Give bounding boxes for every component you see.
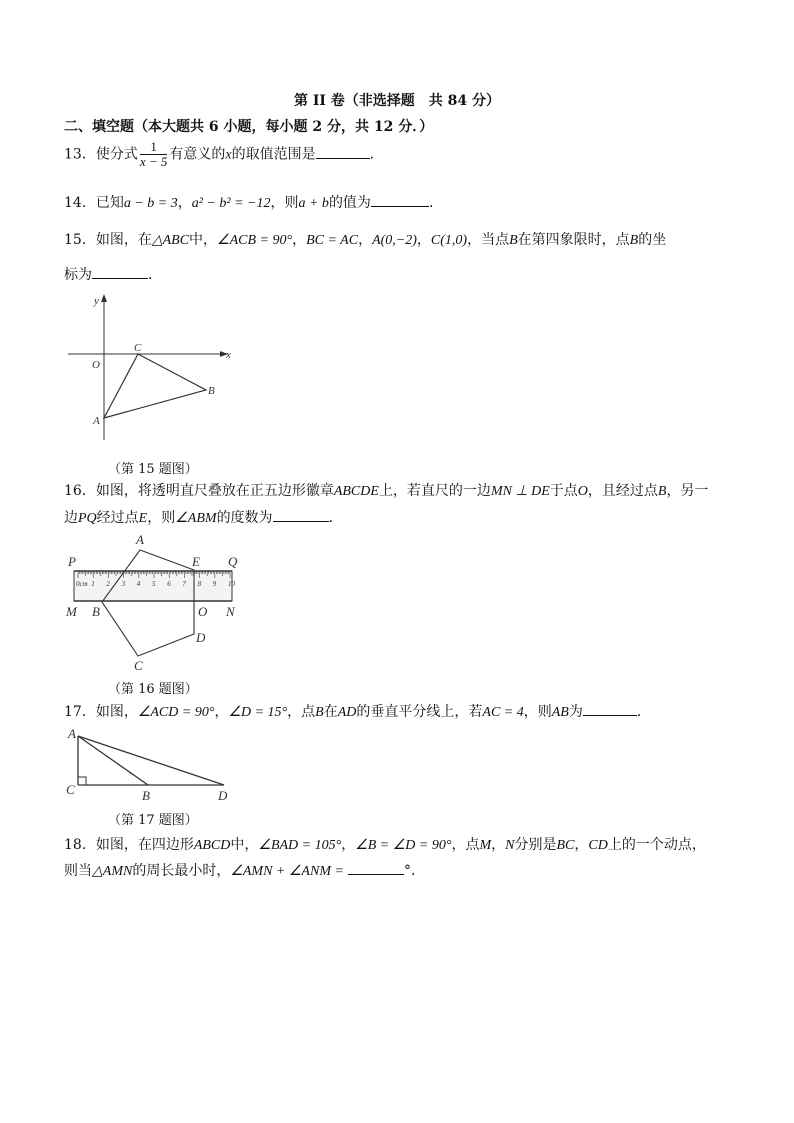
question-14 bbox=[64, 192, 443, 214]
q18-segment-cd: CD bbox=[588, 838, 608, 853]
q13-variable: x bbox=[225, 147, 232, 163]
q16-answer-blank[interactable] bbox=[273, 507, 329, 522]
q14-eq3: a + b bbox=[298, 196, 329, 211]
q18-angle-bad: ∠BAD = 105° bbox=[258, 838, 342, 853]
q14-eq2: a² − b² = −12 bbox=[191, 196, 271, 211]
q16-fig-c: C bbox=[134, 658, 143, 673]
q16-figure bbox=[60, 530, 250, 675]
q13-end: ． bbox=[369, 146, 384, 163]
q18-triangle: △AMN bbox=[92, 864, 133, 879]
question-18-line2 bbox=[64, 860, 425, 882]
q16-text: ，且经过点 bbox=[587, 483, 658, 499]
q16-fig-p: P bbox=[68, 554, 76, 569]
q13-fraction bbox=[140, 140, 168, 169]
q16-point-b: B bbox=[657, 484, 667, 499]
q15-fig-c: C bbox=[134, 342, 142, 354]
q16-point-e: E bbox=[138, 511, 148, 526]
q16-fig-e: E bbox=[192, 554, 200, 569]
q17-text: 的垂直平分线上，若 bbox=[356, 704, 483, 720]
q18-sep: ， bbox=[574, 837, 589, 853]
q14-post: 的值为 bbox=[328, 195, 371, 211]
q17-text: ，则 bbox=[523, 704, 552, 720]
q13-numerator: 1 bbox=[140, 140, 168, 155]
ruler-tick-label: 10 bbox=[228, 580, 235, 588]
q16-text: 的度数为 bbox=[216, 510, 273, 526]
ruler-tick-label: 4 bbox=[136, 580, 141, 588]
q16-fig-o: O bbox=[198, 604, 208, 619]
q15-fig-x: x bbox=[226, 349, 231, 361]
question-13 bbox=[64, 140, 384, 169]
q16-text: ，则 bbox=[147, 510, 176, 526]
q15-triangle: △ABC bbox=[151, 233, 190, 248]
q18-text: 分别是 bbox=[514, 837, 557, 853]
q18-text: 上的一个动点， bbox=[607, 837, 706, 853]
q16-caption: （第 16 题图） bbox=[108, 682, 198, 697]
page-title: 第 II 卷（非选择题 共 84 分） bbox=[293, 93, 501, 109]
q16-fig-n: N bbox=[226, 604, 235, 619]
q17-angle-d: ∠D = 15° bbox=[228, 705, 288, 720]
question-15-line2 bbox=[64, 264, 162, 285]
q18-text: 中， bbox=[230, 837, 259, 853]
ruler-tick-label: 9 bbox=[212, 580, 217, 588]
q18-text: ，点 bbox=[451, 837, 480, 853]
q16-perp: MN ⊥ DE bbox=[490, 484, 550, 499]
ruler-tick-label: 8 bbox=[197, 580, 202, 588]
q14-end: ． bbox=[428, 195, 443, 211]
q17-end: ． bbox=[636, 704, 651, 720]
q13-mid: 有意义的 bbox=[169, 146, 226, 163]
ruler-tick-label: 1 bbox=[91, 580, 95, 588]
q17-point-b: B bbox=[315, 705, 324, 720]
q15-fig-o: O bbox=[92, 359, 100, 371]
q13-answer-blank[interactable] bbox=[316, 144, 370, 159]
q16-pentagon bbox=[102, 550, 194, 656]
q14-answer-blank[interactable] bbox=[371, 192, 429, 207]
q17-angle-acd: ∠ACD = 90° bbox=[137, 705, 215, 720]
q17-text: 为 bbox=[568, 704, 583, 720]
q17-ab: AB bbox=[551, 705, 569, 720]
q15-point-c: C(1,0) bbox=[430, 233, 468, 248]
question-15-line1 bbox=[64, 230, 666, 251]
q18-text: 则当 bbox=[64, 863, 92, 879]
q16-edge-pq: PQ bbox=[78, 511, 97, 526]
q15-sep: ， bbox=[416, 232, 431, 248]
question-17 bbox=[64, 701, 651, 723]
q16-fig-b: B bbox=[92, 604, 100, 619]
q18-sep: ， bbox=[491, 837, 506, 853]
q18-quad: ABCD bbox=[193, 838, 231, 853]
q15-point-b: B bbox=[629, 233, 639, 248]
q15-caption: （第 15 题图） bbox=[108, 462, 198, 477]
q17-caption: （第 17 题图） bbox=[108, 813, 198, 828]
q15-text: ，当点 bbox=[467, 232, 510, 248]
q13-denominator: x − 5 bbox=[139, 154, 168, 169]
q15-fig-b: B bbox=[208, 385, 215, 397]
q16-text: 边 bbox=[64, 510, 78, 526]
q15-prefix: 15．如图，在 bbox=[64, 232, 152, 248]
q16-end: ． bbox=[328, 510, 343, 526]
ruler-tick-label: 3 bbox=[121, 580, 126, 588]
q17-ac: AC = 4 bbox=[482, 705, 524, 720]
q15-figure bbox=[60, 290, 240, 450]
q17-fig-a: A bbox=[68, 726, 76, 741]
q18-angles-bd: ∠B = ∠D = 90° bbox=[355, 838, 452, 853]
q17-answer-blank[interactable] bbox=[583, 701, 637, 716]
q15-fig-y: y bbox=[94, 295, 99, 307]
q18-text: 18．如图，在四边形 bbox=[64, 837, 194, 853]
q16-pentagon: ABCDE bbox=[333, 484, 379, 499]
q18-point-n: N bbox=[505, 838, 515, 853]
q16-text: ，另一 bbox=[666, 483, 709, 499]
q18-answer-blank[interactable] bbox=[348, 860, 404, 875]
q15-fig-a: A bbox=[93, 415, 100, 427]
q14-mid: ，则 bbox=[270, 195, 299, 211]
q18-text: 的周长最小时， bbox=[132, 863, 231, 879]
q17-segment-ad: AD bbox=[337, 705, 357, 720]
q16-text: 16．如图，将透明直尺叠放在正五边形徽章 bbox=[64, 483, 334, 499]
question-16-line2 bbox=[64, 507, 343, 529]
q18-end: °． bbox=[403, 863, 425, 879]
q16-fig-m: M bbox=[66, 604, 77, 619]
q17-sep: ， bbox=[214, 704, 229, 720]
q16-text: 上，若直尺的一边 bbox=[378, 483, 491, 499]
q15-answer-blank[interactable] bbox=[92, 264, 148, 279]
q17-text: 在 bbox=[323, 704, 338, 720]
q15-text: 标为 bbox=[64, 267, 92, 283]
ruler-tick-label: 0cm bbox=[76, 580, 88, 588]
q15-text: 中， bbox=[189, 232, 218, 248]
q17-fig-b: B bbox=[142, 788, 150, 803]
q18-segment-bc: BC bbox=[556, 838, 575, 853]
ruler-tick-label: 7 bbox=[182, 580, 186, 588]
ruler-tick-label: 2 bbox=[106, 580, 110, 588]
q17-text: ，点 bbox=[287, 704, 316, 720]
q15-point-b: B bbox=[509, 233, 518, 248]
q16-angle: ∠ABM bbox=[175, 511, 217, 526]
q14-eq1: a − b = 3 bbox=[123, 196, 178, 211]
q15-text: 的坐 bbox=[638, 232, 667, 248]
q17-text: 17．如图， bbox=[64, 704, 138, 720]
ruler-tick-label: 5 bbox=[152, 580, 156, 588]
q13-prefix: 13．使分式 bbox=[64, 146, 138, 163]
q16-fig-d: D bbox=[196, 630, 206, 645]
q15-sep: ， bbox=[358, 232, 373, 248]
q14-prefix: 14．已知 bbox=[64, 195, 124, 211]
question-16-line1 bbox=[64, 481, 708, 502]
q15-angle: ∠ACB = 90° bbox=[217, 233, 293, 248]
q17-fig-c: C bbox=[66, 782, 75, 797]
q16-text: 于点 bbox=[549, 483, 578, 499]
q16-fig-a: A bbox=[136, 532, 144, 547]
q16-text: 经过点 bbox=[96, 510, 139, 526]
q17-fig-d: D bbox=[218, 788, 228, 803]
section-heading: 二、填空题（本大题共 6 小题，每小题 2 分，共 12 分．） bbox=[64, 119, 434, 135]
q13-post: 的取值范围是 bbox=[231, 146, 316, 163]
q16-point-o: O bbox=[577, 484, 588, 499]
ruler-tick-label: 6 bbox=[167, 580, 171, 588]
q16-fig-q: Q bbox=[228, 554, 238, 569]
q15-sep: ， bbox=[292, 232, 307, 248]
q15-point-a: A(0,−2) bbox=[372, 233, 417, 248]
q18-sep: ， bbox=[341, 837, 356, 853]
q18-angle-sum: ∠AMN + ∠ANM = bbox=[230, 864, 344, 879]
q15-end: ． bbox=[148, 267, 162, 283]
q17-figure bbox=[60, 722, 240, 804]
q18-point-m: M bbox=[479, 838, 492, 853]
q14-sep: ， bbox=[177, 195, 192, 211]
q15-equal-sides: BC = AC bbox=[306, 233, 359, 248]
question-18-line1 bbox=[64, 835, 706, 856]
q15-text: 在第四象限时，点 bbox=[517, 232, 630, 248]
